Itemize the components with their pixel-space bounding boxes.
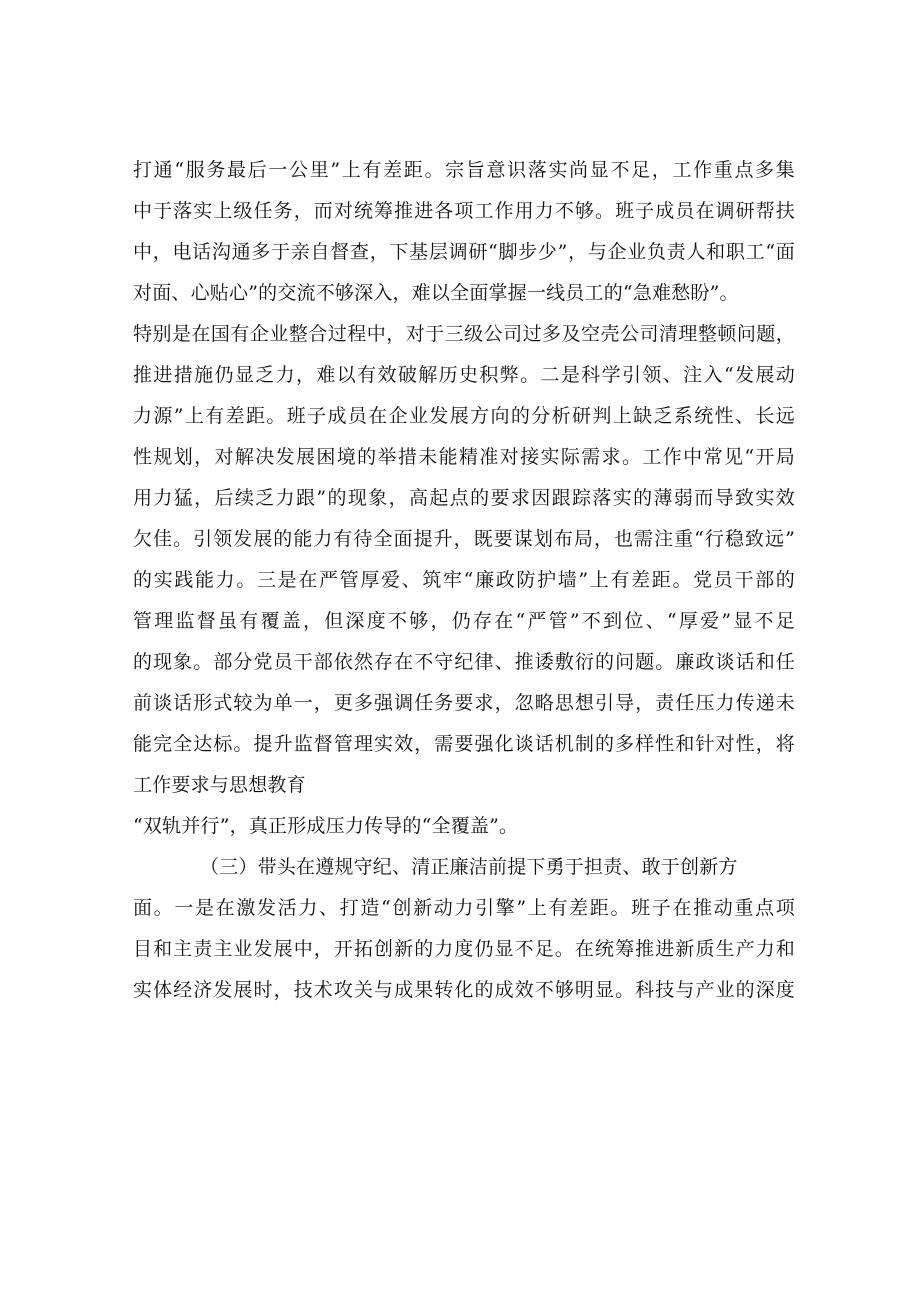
section-heading-line: （三）带头在遵规守纪、清正廉洁前提下勇于担责、敢于创新方 — [200, 856, 738, 878]
text-line: 工作要求与思想教育 — [133, 774, 306, 796]
text-line: 打通“服务最后一公里”上有差距。宗旨意识落实尚显不足，工作重点多集 — [133, 159, 795, 181]
text-line: “双轨并行”，真正形成压力传导的“全覆盖”。 — [133, 815, 519, 837]
text-line: 的实践能力。三是在严管厚爱、筑牢“廉政防护墙”上有差距。党员干部的 — [133, 569, 795, 591]
text-line: 性规划，对解决发展困境的举措未能精准对接实际需求。工作中常见“开局 — [133, 446, 795, 468]
text-line: 的现象。部分党员干部依然存在不守纪律、推诿敷衍的问题。廉政谈话和任 — [133, 651, 795, 673]
text-line: 欠佳。引领发展的能力有待全面提升，既要谋划布局，也需注重“行稳致远” — [133, 528, 795, 550]
text-line: 中于落实上级任务，而对统筹推进各项工作用力不够。班子成员在调研帮扶 — [133, 200, 795, 222]
text-line: 力源”上有差距。班子成员在企业发展方向的分析研判上缺乏系统性、长远 — [133, 405, 795, 427]
text-line: 能完全达标。提升监督管理实效，需要强化谈话机制的多样性和针对性，将 — [133, 733, 795, 755]
text-line: 特别是在国有企业整合过程中，对于三级公司过多及空壳公司清理整顿问题， — [133, 323, 795, 345]
text-line: 用力猛，后续乏力跟”的现象，高起点的要求因跟踪落实的薄弱而导致实效 — [133, 487, 795, 509]
text-line: 目和主责主业发展中，开拓创新的力度仍显不足。在统筹推进新质生产力和 — [133, 938, 795, 960]
text-line: 实体经济发展时，技术攻关与成果转化的成效不够明显。科技与产业的深度 — [133, 979, 795, 1001]
text-line: 前谈话形式较为单一，更多强调任务要求，忽略思想引导，责任压力传递未 — [133, 692, 795, 714]
text-line: 中，电话沟通多于亲自督查，下基层调研“脚步少”，与企业负责人和职工“面 — [133, 241, 795, 263]
text-line: 推进措施仍显乏力，难以有效破解历史积弊。二是科学引领、注入“发展动 — [133, 364, 795, 386]
text-line: 面。一是在激发活力、打造“创新动力引擎”上有差距。班子在推动重点项 — [133, 897, 795, 919]
text-line: 管理监督虽有覆盖，但深度不够，仍存在“严管”不到位、“厚爱”显不足 — [133, 610, 795, 632]
text-line: 对面、心贴心”的交流不够深入，难以全面掌握一线员工的“急难愁盼”。 — [133, 282, 739, 304]
